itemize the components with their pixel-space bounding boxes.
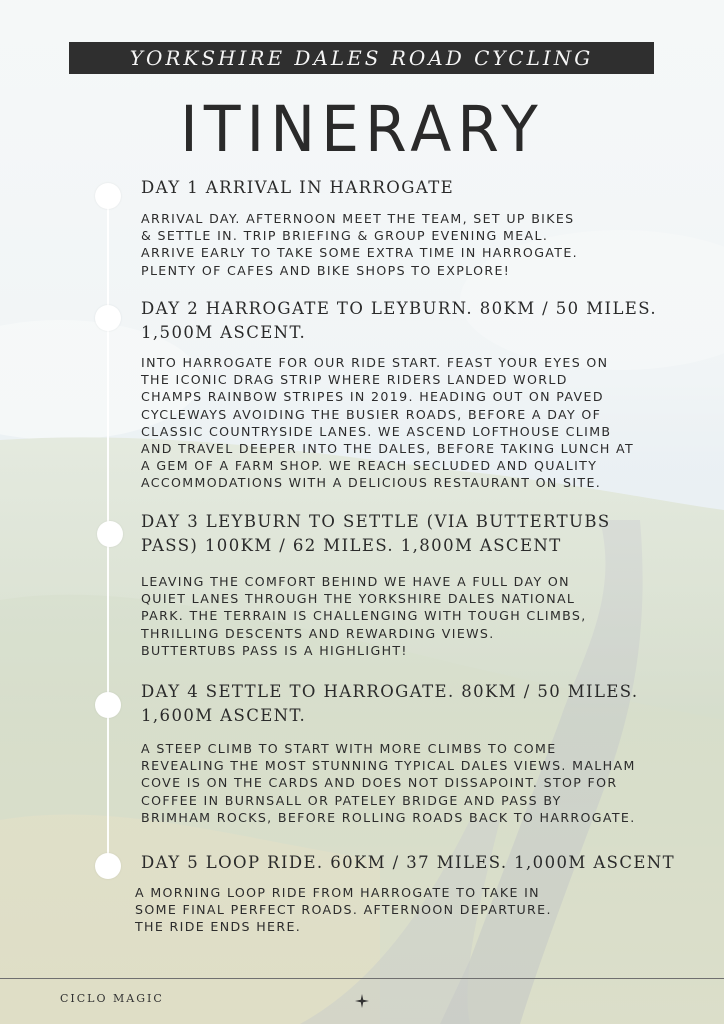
- day-2-heading: DAY 2 HARROGATE TO LEYBURN. 80KM / 50 MILES. 1,500M ASCENT.: [141, 299, 658, 342]
- timeline-dot-day-3: [97, 521, 123, 547]
- day-1-heading: DAY 1 ARRIVAL IN HARROGATE: [141, 178, 455, 197]
- day-3-heading: DAY 3 LEYBURN TO SETTLE (VIA BUTTERTUBS PASS) 100KM / 62 MILES. 1,800M ASCENT: [141, 512, 611, 555]
- day-4-description: A STEEP CLIMB TO START WITH MORE CLIMBS TO COME REVEALING THE MOST STUNNING TYPICAL DALES VIEWS. MALHAM COVE IS ON THE CARDS AND DOES NOT DISSAPOINT. STOP FOR COFFEE IN BURNSALL OR PATELEY BRIDGE AND PASS BY BRIMHAM ROCKS, BEFORE ROLLING ROADS BACK TO HARROGATE.: [141, 741, 636, 825]
- timeline-dot-day-4: [95, 692, 121, 718]
- day-5-description: A MORNING LOOP RIDE FROM HARROGATE TO TAKE IN SOME FINAL PERFECT ROADS. AFTERNOON DEPARTURE. THE RIDE ENDS HERE.: [135, 885, 552, 935]
- footer-divider: [0, 978, 724, 979]
- page-title: ITINERARY: [180, 93, 544, 167]
- timeline-dot-day-5: [95, 853, 121, 879]
- timeline-dot-day-1: [95, 183, 121, 209]
- sparkle-icon: [355, 994, 369, 1008]
- day-1-description: ARRIVAL DAY. AFTERNOON MEET THE TEAM, SET UP BIKES & SETTLE IN. TRIP BRIEFING & GROUP EVENING MEAL. ARRIVE EARLY TO TAKE SOME EXTRA TIME IN HARROGATE. PLENTY OF CAFES AND BIKE SHOPS TO EXPLORE!: [141, 211, 578, 278]
- day-3-description: LEAVING THE COMFORT BEHIND WE HAVE A FULL DAY ON QUIET LANES THROUGH THE YORKSHIRE DALES NATIONAL PARK. THE TERRAIN IS CHALLENGING WITH TOUGH CLIMBS, THRILLING DESCENTS AND REWARDING VIEWS. BUTTERTUBS PASS IS A HIGHLIGHT!: [141, 574, 587, 658]
- day-5-heading: DAY 5 LOOP RIDE. 60KM / 37 MILES. 1,000M ASCENT: [141, 853, 676, 872]
- brand-name: CICLO MAGIC: [60, 992, 164, 1005]
- day-2-description: INTO HARROGATE FOR OUR RIDE START. FEAST YOUR EYES ON THE ICONIC DRAG STRIP WHERE RIDERS LANDED WORLD CHAMPS RAINBOW STRIPES IN 2019. HEADING OUT ON PAVED CYCLEWAYS AVOIDING THE BUSIER ROADS, BEFORE A DAY OF CLASSIC COUNTRYSIDE LANES. WE ASCEND LOFTHOUSE CLIMB AND TRAVEL DEEPER INTO THE DALES, BEFORE TAKING LUNCH AT A GEM OF A FARM SHOP. WE REACH SECLUDED AND QUALITY ACCOMMODATIONS WITH A DELICIOUS RESTAURANT ON SITE.: [141, 355, 635, 491]
- day-4-heading: DAY 4 SETTLE TO HARROGATE. 80KM / 50 MILES. 1,600M ASCENT.: [141, 682, 639, 725]
- timeline-dot-day-2: [95, 305, 121, 331]
- page-banner: YORKSHIRE DALES ROAD CYCLING: [69, 42, 654, 74]
